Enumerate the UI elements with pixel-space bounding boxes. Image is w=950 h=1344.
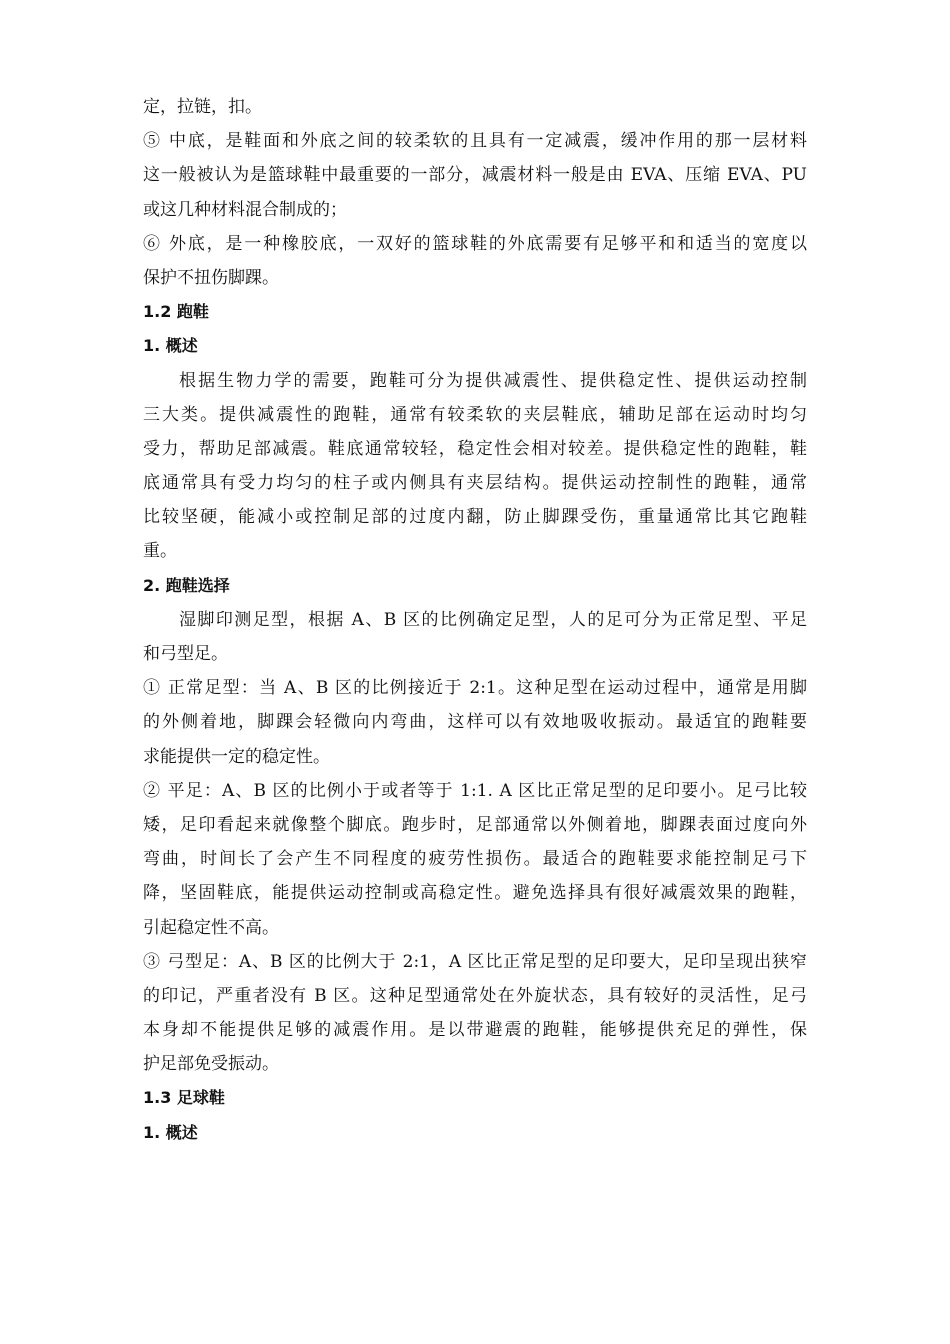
text-line: 定，拉链，扣。 (143, 97, 262, 117)
text-line: 护足部免受振动。 (143, 1054, 279, 1075)
text-line: 引起稳定性不高。 (143, 917, 279, 938)
document-page (143, 90, 807, 1150)
subsection-heading: 1. 概述 (143, 336, 198, 356)
text-line: 降，坚固鞋底，能提供运动控制或高稳定性。避免选择具有很好减震效果的跑鞋， (143, 883, 807, 904)
text-line: 矮，足印看起来就像整个脚底。跑步时，足部通常以外侧着地，脚踝表面过度向外 (143, 814, 807, 835)
text-line: 保护不扭伤脚踝。 (143, 267, 279, 288)
text-line: 弯曲，时间长了会产生不同程度的疲劳性损伤。最适合的跑鞋要求能控制足弓下 (143, 849, 807, 870)
paragraph-first-line: 根据生物力学的需要，跑鞋可分为提供减震性、提供稳定性、提供运动控制 (179, 370, 807, 391)
text-line: 三大类。提供减震性的跑鞋，通常有较柔软的夹层鞋底，辅助足部在运动时均匀 (143, 404, 807, 425)
section-heading: 1.2 跑鞋 (143, 302, 209, 322)
text-line: 比较坚硬，能减小或控制足部的过度内翻，防止脚踝受伤，重量通常比其它跑鞋 (143, 507, 807, 528)
list-item-line: ② 平足：A、B 区的比例小于或者等于 1:1. A 区比正常足型的足印要小。足弓比较 (143, 780, 807, 801)
subsection-heading: 2. 跑鞋选择 (143, 575, 230, 595)
text-line: 或这几种材料混合制成的； (143, 199, 347, 220)
text-line: 求能提供一定的稳定性。 (143, 746, 330, 767)
text-line: 这一般被认为是篮球鞋中最重要的一部分，减震材料一般是由 EVA、压缩 EVA、PU (143, 165, 807, 186)
text-line: 底通常具有受力均匀的柱子或内侧具有夹层结构。提供运动控制性的跑鞋，通常 (143, 473, 807, 494)
text-line: 重。 (143, 541, 177, 562)
list-item-line: ③ 弓型足：A、B 区的比例大于 2:1，A 区比正常足型的足印要大，足印呈现出狭窄 (143, 951, 807, 972)
text-line: 的外侧着地，脚踝会轻微向内弯曲，这样可以有效地吸收振动。最适宜的跑鞋要 (143, 712, 807, 733)
text-line: 本身却不能提供足够的减震作用。是以带避震的跑鞋，能够提供充足的弹性，保 (143, 1020, 807, 1041)
subsection-heading: 1. 概述 (143, 1122, 198, 1142)
text-line: 受力，帮助足部减震。鞋底通常较轻，稳定性会相对较差。提供稳定性的跑鞋，鞋 (143, 438, 807, 459)
section-heading: 1.3 足球鞋 (143, 1088, 225, 1108)
text-line: 和弓型足。 (143, 644, 228, 664)
text-line: ⑤ 中底，是鞋面和外底之间的较柔软的且具有一定减震，缓冲作用的那一层材料 (143, 131, 807, 152)
text-line: ⑥ 外底，是一种橡胶底，一双好的篮球鞋的外底需要有足够平和和适当的宽度以 (143, 233, 807, 254)
list-item-line: ① 正常足型：当 A、B 区的比例接近于 2:1。这种足型在运动过程中，通常是用脚 (143, 678, 807, 699)
text-line: 的印记，严重者没有 B 区。这种足型通常处在外旋状态，具有较好的灵活性，足弓 (143, 985, 807, 1006)
paragraph-first-line: 湿脚印测足型，根据 A、B 区的比例确定足型，人的足可分为正常足型、平足 (179, 609, 807, 630)
